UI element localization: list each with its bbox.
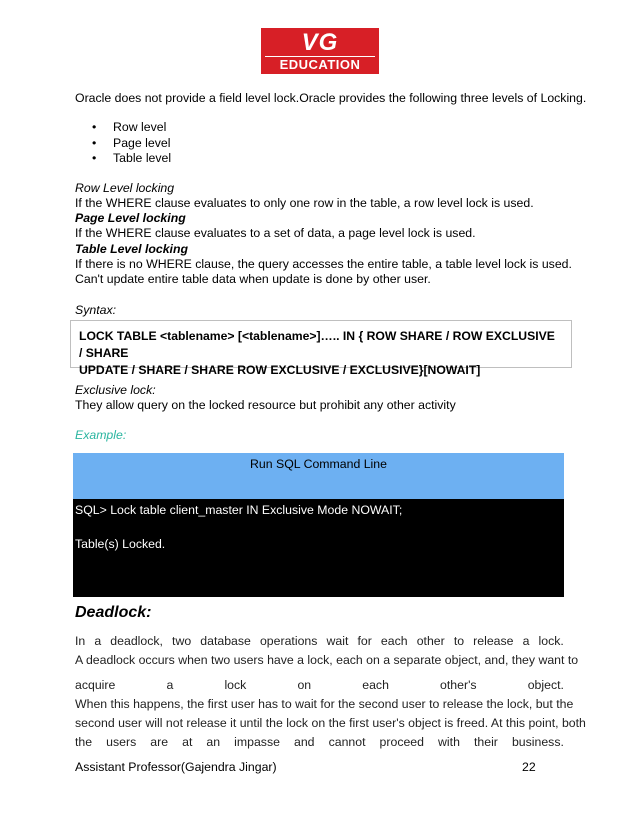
deadlock-word: at bbox=[182, 735, 193, 749]
deadlock-word: to bbox=[453, 634, 465, 648]
deadlock-word: release bbox=[473, 634, 514, 648]
deadlock-word: A deadlock occurs when two users have a lock, each on a separate object, and, they want to bbox=[75, 653, 579, 667]
deadlock-line bbox=[75, 697, 574, 712]
deadlock-word: a bbox=[166, 678, 174, 692]
deadlock-word: acquire bbox=[75, 678, 116, 692]
deadlock-word: impasse bbox=[234, 735, 280, 749]
deadlock-word: database bbox=[200, 634, 251, 648]
deadlock-word: a bbox=[522, 634, 530, 648]
console-title: Run SQL Command Line bbox=[250, 457, 387, 471]
deadlock-word: operations bbox=[259, 634, 318, 648]
deadlock-word: proceed bbox=[379, 735, 424, 749]
list-item: • Page level bbox=[92, 136, 171, 152]
console-command: SQL> Lock table client_master IN Exclusive Mode NOWAIT; bbox=[75, 503, 403, 517]
lock-levels-list bbox=[92, 120, 171, 167]
table-level-text: If there is no WHERE clause, the query accesses the entire table, a table level lock is used. bbox=[75, 257, 572, 271]
page-level-text: If the WHERE clause evaluates to a set of data, a page level lock is used. bbox=[75, 226, 476, 240]
deadlock-word: each bbox=[380, 634, 408, 648]
deadlock-word: a bbox=[94, 634, 102, 648]
table-level-text-2: Can't update entire table data when update is done by other user. bbox=[75, 272, 431, 286]
list-item: • Row level bbox=[92, 120, 171, 136]
deadlock-word: When this happens, the first user has to wait for the second user to release the lock, but the bbox=[75, 697, 574, 711]
console-output: Table(s) Locked. bbox=[75, 537, 166, 551]
deadlock-word: and bbox=[294, 735, 315, 749]
deadlock-word: are bbox=[150, 735, 169, 749]
sql-console-screenshot bbox=[73, 453, 564, 597]
deadlock-word: object. bbox=[527, 678, 564, 692]
vg-education-logo bbox=[261, 28, 379, 74]
deadlock-word: cannot bbox=[328, 735, 366, 749]
deadlock-word: with bbox=[438, 735, 460, 749]
list-item: • Table level bbox=[92, 151, 171, 167]
deadlock-line bbox=[75, 716, 586, 731]
deadlock-word: for bbox=[357, 634, 372, 648]
deadlock-word: on bbox=[297, 678, 312, 692]
syntax-line-1: LOCK TABLE <tablename> [<tablename>]….. IN { ROW SHARE / ROW EXCLUSIVE / SHARE bbox=[79, 329, 555, 360]
deadlock-word: In bbox=[75, 634, 86, 648]
exclusive-lock-text: They allow query on the locked resource but prohibit any other activity bbox=[75, 398, 456, 412]
syntax-line-2: UPDATE / SHARE / SHARE ROW EXCLUSIVE / EXCLUSIVE}[NOWAIT] bbox=[79, 363, 481, 377]
deadlock-word: wait bbox=[326, 634, 349, 648]
deadlock-word: other bbox=[416, 634, 445, 648]
syntax-code bbox=[79, 328, 559, 379]
syntax-label: Syntax: bbox=[75, 303, 117, 317]
deadlock-word: other's bbox=[440, 678, 477, 692]
row-level-heading: Row Level locking bbox=[75, 181, 175, 195]
row-level-text: If the WHERE clause evaluates to only one row in the table, a row level lock is used. bbox=[75, 196, 534, 210]
deadlock-line bbox=[75, 678, 564, 693]
deadlock-word: deadlock, bbox=[110, 634, 163, 648]
example-label: Example: bbox=[75, 428, 127, 442]
intro-paragraph: Oracle does not provide a field level lock.Oracle provides the following three levels of Locking. bbox=[75, 91, 587, 105]
logo-education-text: EDUCATION bbox=[265, 56, 375, 73]
deadlock-word: two bbox=[172, 634, 192, 648]
deadlock-word: their bbox=[473, 735, 498, 749]
footer-author: Assistant Professor(Gajendra Jingar) bbox=[75, 760, 277, 774]
deadlock-word: the bbox=[75, 735, 93, 749]
deadlock-line bbox=[75, 634, 564, 649]
deadlock-heading: Deadlock: bbox=[75, 604, 152, 621]
logo-vg-text: VG bbox=[301, 29, 339, 56]
page-level-heading: Page Level locking bbox=[75, 211, 186, 225]
console-title-bar bbox=[73, 453, 564, 499]
deadlock-line bbox=[75, 735, 564, 750]
deadlock-word: lock. bbox=[538, 634, 564, 648]
deadlock-word: each bbox=[362, 678, 389, 692]
deadlock-line bbox=[75, 653, 579, 668]
exclusive-lock-label: Exclusive lock: bbox=[75, 383, 156, 397]
page-number: 22 bbox=[522, 760, 536, 774]
deadlock-word: an bbox=[206, 735, 221, 749]
deadlock-word: business. bbox=[511, 735, 564, 749]
deadlock-word: users bbox=[106, 735, 137, 749]
deadlock-word: lock bbox=[224, 678, 247, 692]
table-level-heading: Table Level locking bbox=[75, 242, 188, 256]
deadlock-word: second user will not release it until the lock on the first user's object is freed. At this point, both bbox=[75, 716, 586, 730]
syntax-box bbox=[70, 320, 572, 377]
